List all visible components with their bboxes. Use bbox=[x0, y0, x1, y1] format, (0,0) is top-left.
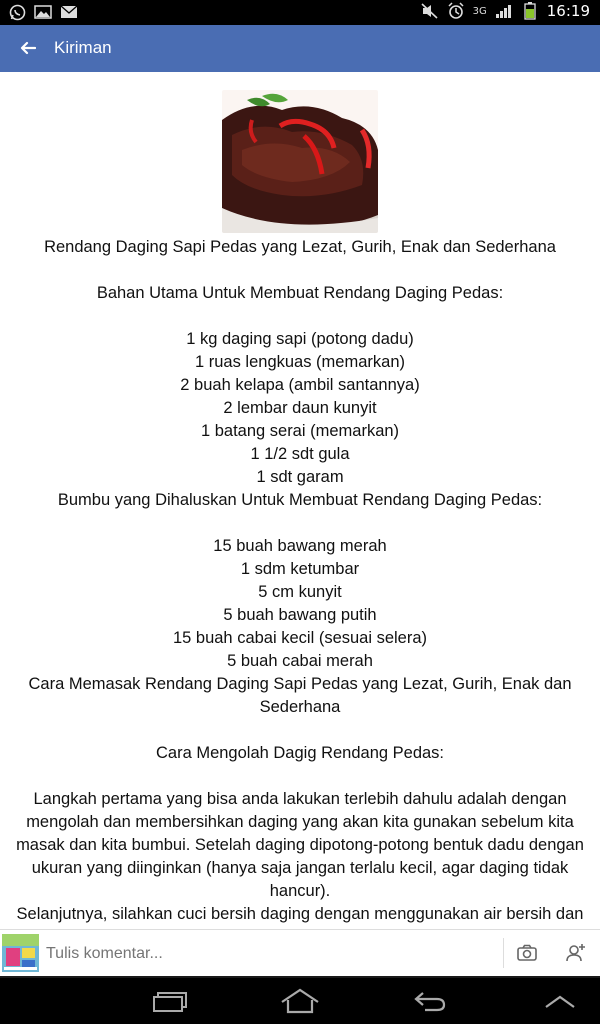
step-paragraph: Selanjutnya, silahkan cuci bersih daging dengan menggunakan air bersih dan bbox=[16, 905, 584, 923]
divider bbox=[503, 938, 504, 968]
spice-item: 5 buah bawang putih bbox=[223, 606, 377, 624]
cara-title: Cara Memasak Rendang Daging Sapi Pedas yang Lezat, Gurih, Enak dan Sederhana bbox=[28, 675, 572, 716]
back-arrow-icon[interactable] bbox=[14, 34, 42, 62]
post-content bbox=[0, 72, 600, 929]
ingredient-item: 1 1/2 sdt gula bbox=[250, 445, 350, 463]
status-time: 16:19 bbox=[546, 2, 590, 20]
whatsapp-icon bbox=[8, 3, 26, 21]
ingredient-item: 1 kg daging sapi (potong dadu) bbox=[186, 330, 414, 348]
chevron-up-icon[interactable] bbox=[530, 984, 590, 1018]
page-title: Kiriman bbox=[54, 38, 112, 57]
signal-icon bbox=[495, 2, 513, 20]
avatar[interactable] bbox=[2, 934, 39, 972]
spice-item: 15 buah cabai kecil (sesuai selera) bbox=[172, 629, 428, 647]
ingredient-item: 1 ruas lengkuas (memarkan) bbox=[194, 353, 405, 371]
spice-item: 5 cm kunyit bbox=[258, 583, 342, 601]
spice-item: 5 buah cabai merah bbox=[227, 652, 373, 670]
back-icon[interactable] bbox=[400, 984, 460, 1018]
camera-icon[interactable] bbox=[516, 942, 538, 964]
app-bar bbox=[0, 25, 600, 72]
home-icon[interactable] bbox=[270, 984, 330, 1018]
battery-icon bbox=[521, 2, 539, 20]
navigation-bar bbox=[0, 978, 600, 1024]
image-icon bbox=[34, 3, 52, 21]
post-title: Rendang Daging Sapi Pedas yang Lezat, Gurih, Enak dan Sederhana bbox=[44, 238, 556, 256]
add-friend-icon[interactable] bbox=[564, 942, 586, 964]
ingredient-item: 2 lembar daun kunyit bbox=[223, 399, 377, 417]
spice-item: 1 sdm ketumbar bbox=[240, 560, 360, 578]
mute-icon bbox=[421, 2, 439, 20]
alarm-icon bbox=[447, 2, 465, 20]
ingredient-item: 1 sdt garam bbox=[256, 468, 344, 486]
bahan-heading: Bahan Utama Untuk Membuat Rendang Daging Pedas: bbox=[96, 284, 504, 302]
comment-input[interactable] bbox=[46, 942, 486, 966]
rendang-photo[interactable] bbox=[222, 90, 378, 233]
bumbu-heading: Bumbu yang Dihaluskan Untuk Membuat Rendang Daging Pedas: bbox=[57, 491, 543, 509]
spice-item: 15 buah bawang merah bbox=[213, 537, 387, 555]
recent-apps-icon[interactable] bbox=[140, 984, 200, 1018]
mail-icon bbox=[60, 3, 78, 21]
step-paragraph: Langkah pertama yang bisa anda lakukan terlebih dahulu adalah dengan mengolah dan membersihkan daging yang akan kita gunakan sebelum kita masak dan kita bumbui. Setelah daging dipotong-potong bentuk dadu dengan ukuran yang diinginkan (hanya saja jangan terlalu kecil, agar daging tidak hancur). bbox=[16, 790, 584, 900]
network-type: 3G bbox=[472, 5, 487, 17]
cara-heading: Cara Mengolah Dagig Rendang Pedas: bbox=[155, 744, 445, 762]
post-body bbox=[0, 236, 600, 926]
status-bar bbox=[0, 0, 600, 25]
comment-bar bbox=[0, 929, 600, 977]
ingredient-item: 2 buah kelapa (ambil santannya) bbox=[180, 376, 420, 394]
ingredient-item: 1 batang serai (memarkan) bbox=[200, 422, 400, 440]
